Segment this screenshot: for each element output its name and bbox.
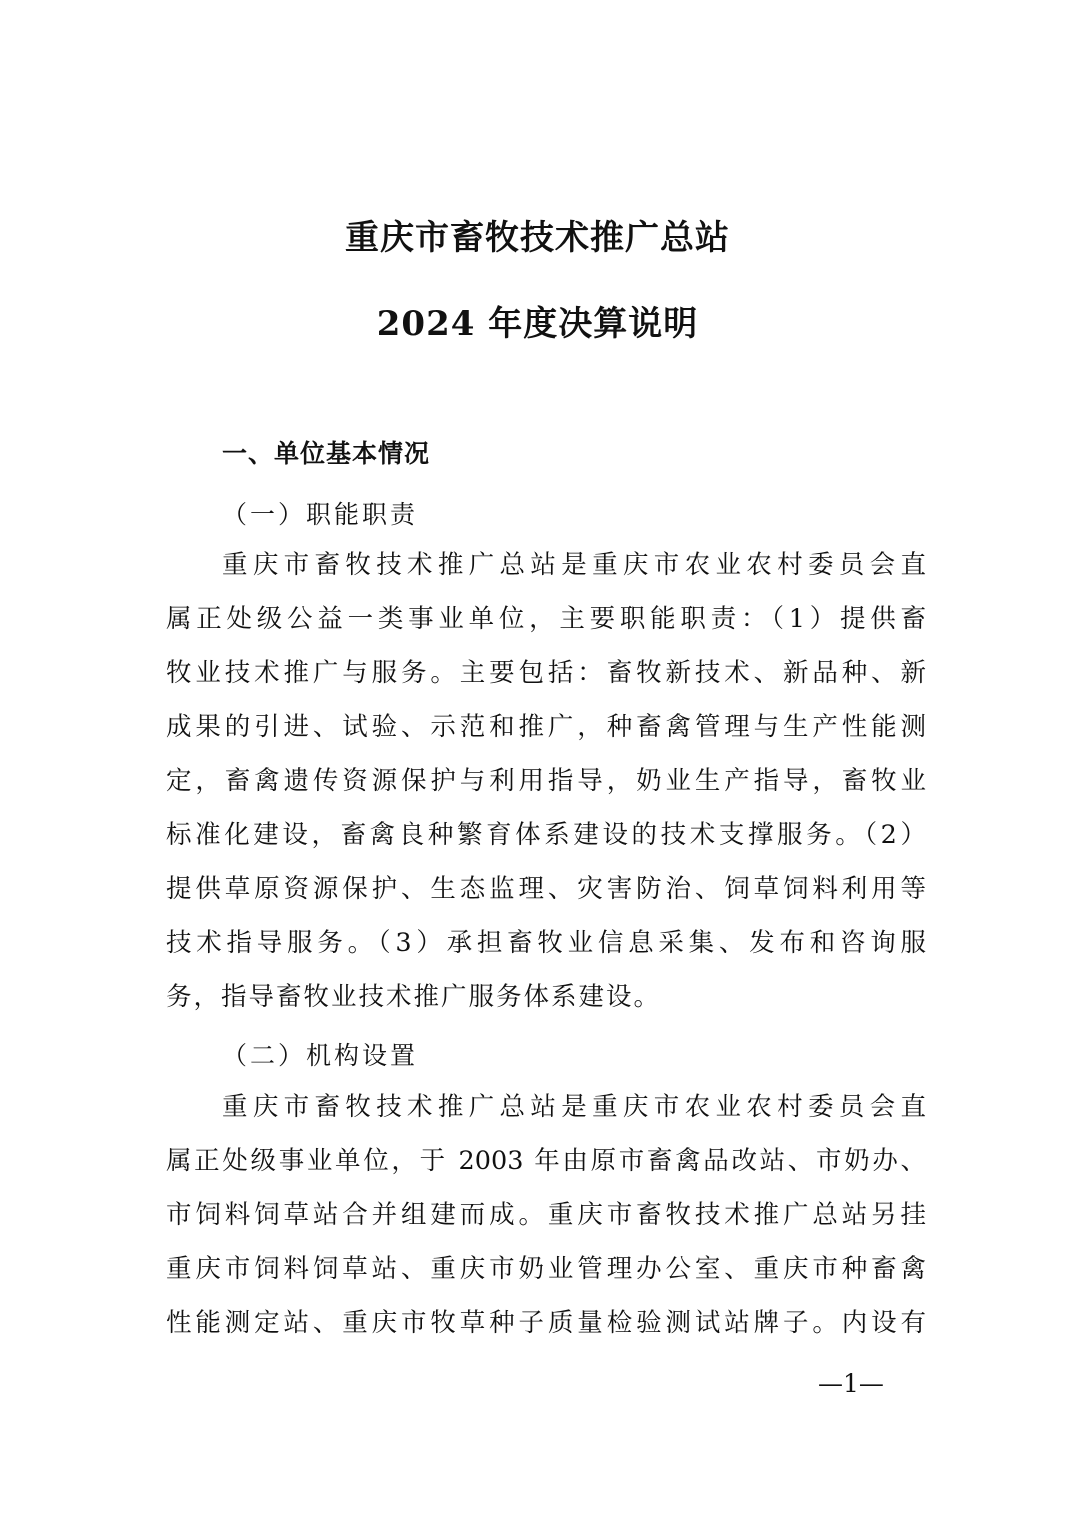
paragraph-line: 技术指导服务。（3）承担畜牧业信息采集、发布和咨询服: [166, 928, 926, 958]
subsection-heading-organization: （二）机构设置: [222, 1041, 419, 1070]
paragraph-line: 重庆市畜牧技术推广总站是重庆市农业农村委员会直: [222, 1092, 926, 1122]
paragraph-line: 务，指导畜牧业技术推广服务体系建设。: [166, 982, 662, 1012]
paragraph-duties: [166, 538, 926, 1024]
paragraph-line: 重庆市饲料饲草站、重庆市奶业管理办公室、重庆市种畜禽: [166, 1254, 926, 1284]
subsection-heading-duties: （一）职能职责: [222, 500, 419, 529]
paragraph-line: 市饲料饲草站合并组建而成。重庆市畜牧技术推广总站另挂: [166, 1200, 926, 1230]
paragraph-line: 定，畜禽遗传资源保护与利用指导，奶业生产指导，畜牧业: [166, 766, 926, 796]
paragraph-line: 提供草原资源保护、生态监理、灾害防治、饲草饲料利用等: [166, 874, 926, 904]
paragraph-organization: [166, 1080, 926, 1350]
document-title: 重庆市畜牧技术推广总站: [345, 218, 730, 258]
section-heading: 一、单位基本情况: [222, 439, 431, 468]
paragraph-line: 性能测定站、重庆市牧草种子质量检验测试站牌子。内设有: [166, 1308, 926, 1338]
paragraph-line: 属正处级公益一类事业单位，主要职能职责：（1）提供畜: [166, 604, 926, 634]
page-number: —1—: [818, 1369, 884, 1398]
paragraph-line: 重庆市畜牧技术推广总站是重庆市农业农村委员会直: [222, 550, 926, 580]
document-subtitle: 2024 年度决算说明: [376, 304, 699, 344]
paragraph-line: 成果的引进、试验、示范和推广，种畜禽管理与生产性能测: [166, 712, 926, 742]
paragraph-line: 牧业技术推广与服务。主要包括：畜牧新技术、新品种、新: [166, 658, 926, 688]
paragraph-line: 属正处级事业单位，于 2003 年由原市畜禽品改站、市奶办、: [166, 1146, 926, 1176]
paragraph-line: 标准化建设，畜禽良种繁育体系建设的技术支撑服务。（2）: [166, 820, 926, 850]
